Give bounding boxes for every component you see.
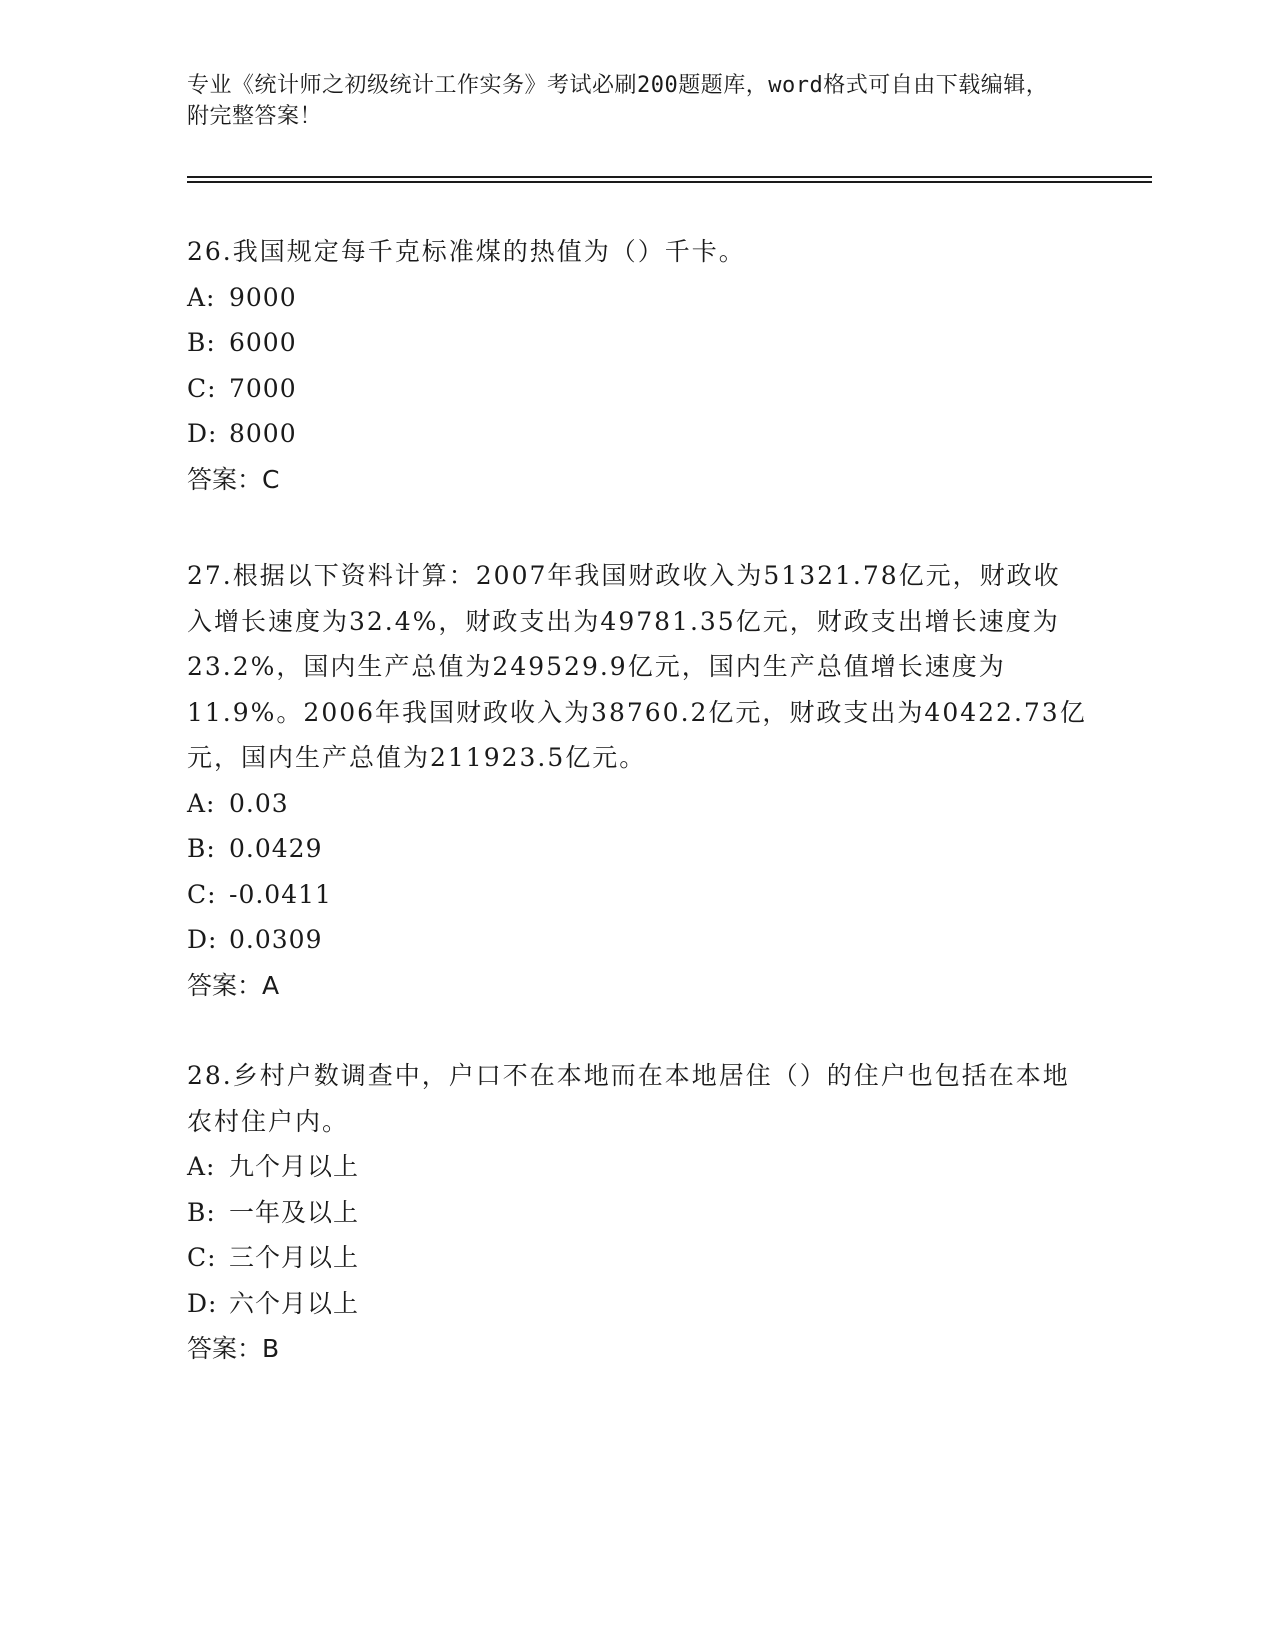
option-text: -0.0411	[229, 879, 332, 909]
option-label: B:	[187, 1197, 216, 1227]
option-text: 0.0309	[229, 925, 323, 954]
option-text: 8000	[229, 419, 297, 448]
option-text: 7000	[229, 373, 297, 403]
option-d	[187, 1281, 1087, 1327]
option-text: 六个月以上	[229, 1288, 360, 1318]
option-b	[187, 826, 1087, 872]
option-text: 0.0429	[229, 834, 323, 863]
option-b	[187, 320, 1087, 366]
option-c	[187, 872, 1087, 918]
option-d	[187, 411, 1087, 457]
answer-line: 答案：A	[187, 970, 280, 1000]
option-a	[187, 781, 1087, 827]
option-label: D:	[187, 925, 218, 954]
option-label: C:	[187, 373, 217, 403]
option-d	[187, 917, 1087, 963]
header-divider-top	[187, 176, 1152, 178]
option-label: A:	[187, 282, 216, 312]
option-label: D:	[187, 419, 218, 448]
option-label: A:	[187, 1152, 216, 1181]
option-text: 三个月以上	[229, 1243, 360, 1272]
question-26	[187, 229, 1087, 502]
option-a	[187, 1144, 1087, 1190]
option-a	[187, 275, 1087, 321]
option-label: B:	[187, 834, 216, 863]
option-text: 一年及以上	[229, 1197, 360, 1227]
option-text: 9000	[229, 282, 297, 312]
option-label: C:	[187, 1243, 217, 1272]
document-header: 专业《统计师之初级统计工作实务》考试必刷200题题库，word格式可自由下载编辑，附完整答案！	[187, 73, 1049, 129]
question-27	[187, 553, 1087, 1008]
question-stem: 27.根据以下资料计算：2007年我国财政收入为51321.78亿元，财政收入增长速度为32.4%，财政支出为49781.35亿元，财政支出增长速度为23.2%，国内生产总值为249529.9亿元，国内生产总值增长速度为11.9%。2006年我国财政收入为38760.2亿元，财政支出为40422.73亿元，国内生产总值为211923.5亿元。	[187, 561, 1087, 772]
option-label: B:	[187, 328, 216, 357]
option-text: 九个月以上	[229, 1152, 360, 1181]
question-stem: 26.我国规定每千克标准煤的热值为（）千卡。	[187, 237, 746, 266]
answer-line: 答案：C	[187, 464, 280, 494]
option-label: C:	[187, 879, 217, 909]
option-c	[187, 1235, 1087, 1281]
header-divider-bottom	[187, 181, 1152, 183]
option-b	[187, 1190, 1087, 1236]
option-label: D:	[187, 1288, 218, 1318]
option-label: A:	[187, 788, 216, 818]
option-text: 0.03	[229, 788, 289, 818]
answer-line: 答案：B	[187, 1334, 280, 1363]
option-c	[187, 366, 1087, 412]
question-28	[187, 1053, 1087, 1372]
option-text: 6000	[229, 328, 297, 357]
question-stem: 28.乡村户数调查中，户口不在本地而在本地居住（）的住户也包括在本地农村住户内。	[187, 1061, 1070, 1136]
